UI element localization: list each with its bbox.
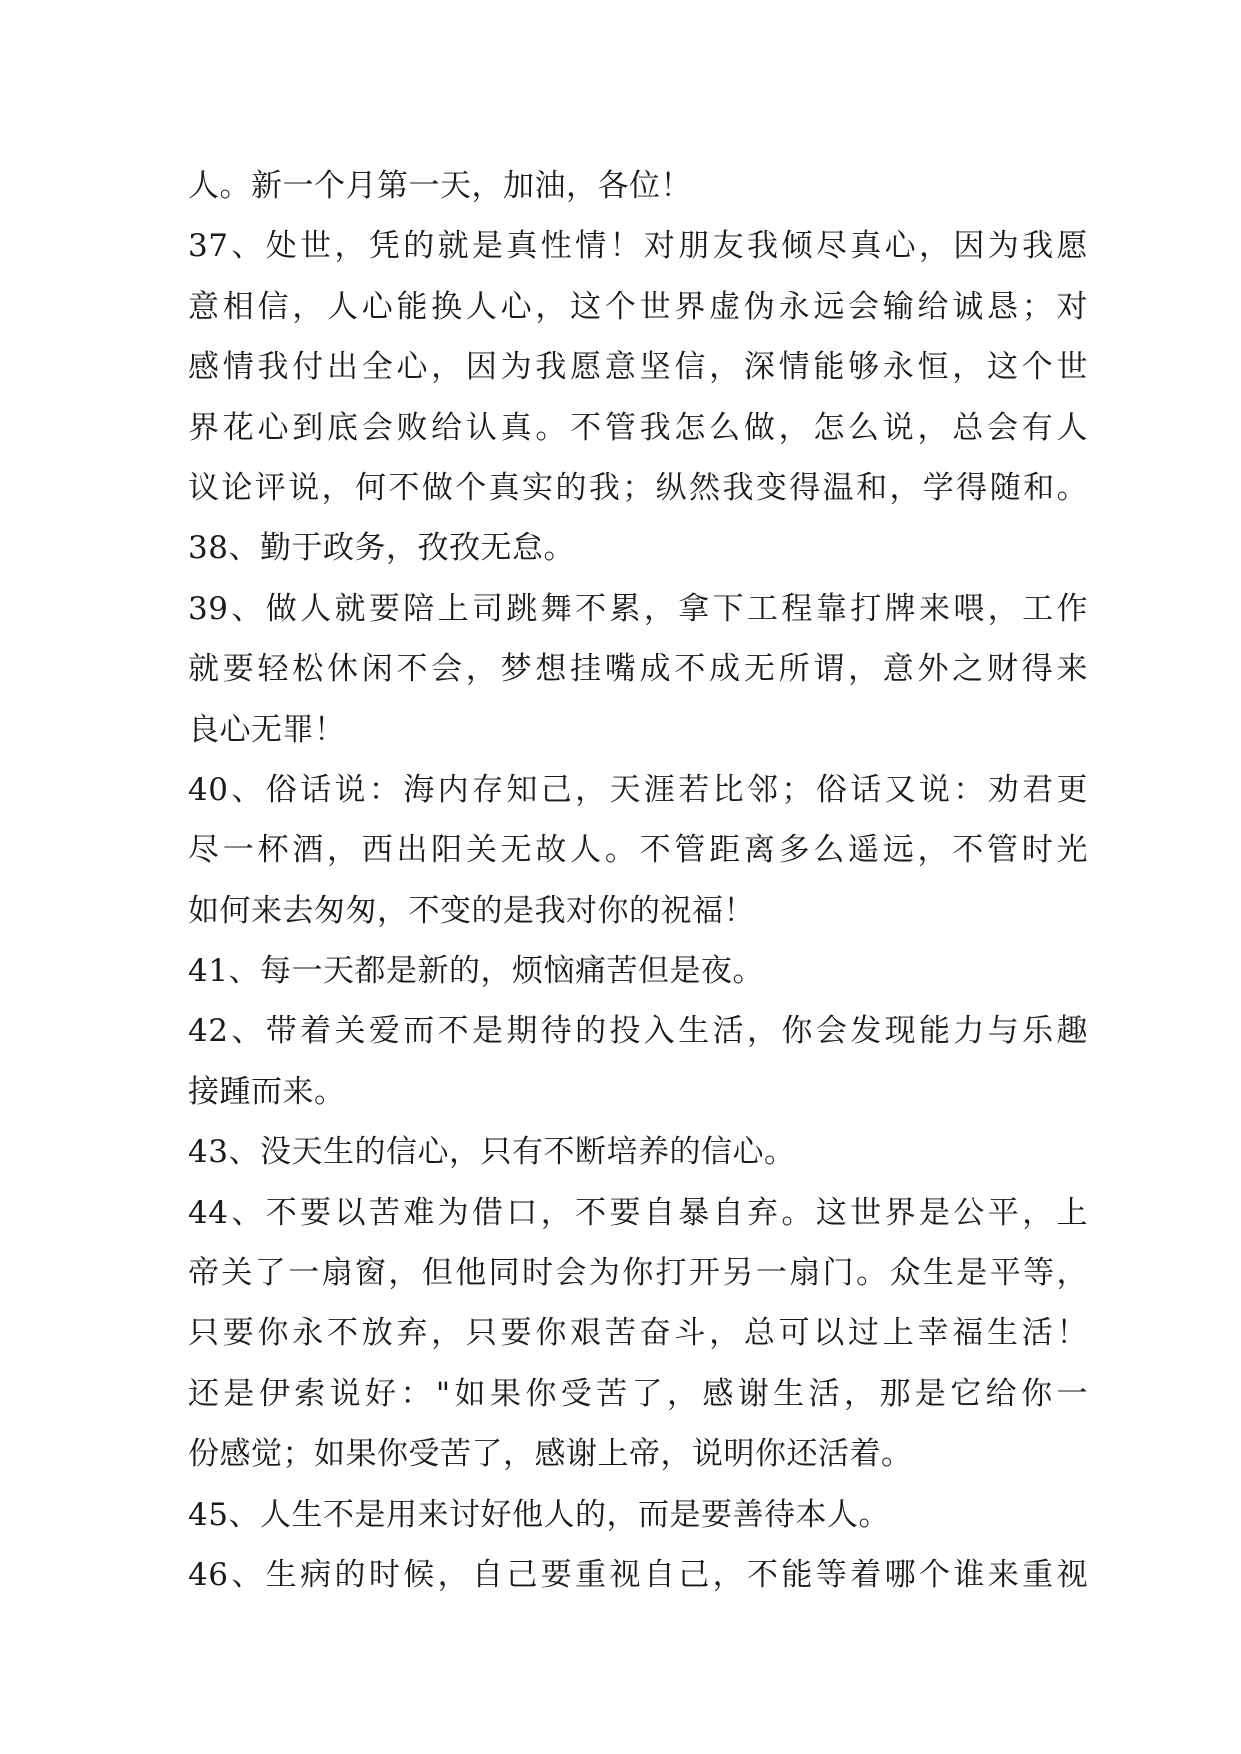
text-line: 份感觉；如果你受苦了，感谢上帝，说明你还活着。 <box>188 1436 913 1473</box>
text-line: 接踵而来。 <box>188 1073 346 1110</box>
text-line: 还是伊索说好："如果你受苦了，感谢生活，那是它给你一 <box>188 1375 1088 1412</box>
text-line: 就要轻松休闲不会，梦想挂嘴成不成无所谓，意外之财得来 <box>188 651 1088 688</box>
text-line: 43、没天生的信心，只有不断培养的信心。 <box>188 1134 796 1171</box>
text-line: 界花心到底会败给认真。不管我怎么做，怎么说，总会有人 <box>188 409 1088 446</box>
text-line: 议论评说，何不做个真实的我；纵然我变得温和，学得随和。 <box>188 469 1088 506</box>
text-line: 46、生病的时候，自己要重视自己，不能等着哪个谁来重视 <box>188 1556 1088 1593</box>
text-line: 良心无罪！ <box>188 711 346 748</box>
text-line: 帝关了一扇窗，但他同时会为你打开另一扇门。众生是平等， <box>188 1255 1088 1292</box>
text-line: 如何来去匆匆，不变的是我对你的祝福！ <box>188 892 755 929</box>
text-line: 感情我付出全心，因为我愿意坚信，深情能够永恒，这个世 <box>188 349 1088 386</box>
text-line: 42、带着关爱而不是期待的投入生活，你会发现能力与乐趣 <box>188 1013 1088 1050</box>
text-line: 39、做人就要陪上司跳舞不累，拿下工程靠打牌来喂，工作 <box>188 590 1088 627</box>
text-line: 只要你永不放弃，只要你艰苦奋斗，总可以过上幸福生活！ <box>188 1315 1088 1352</box>
text-line: 38、勤于政务，孜孜无怠。 <box>188 530 575 567</box>
text-line: 44、不要以苦难为借口，不要自暴自弃。这世界是公平，上 <box>188 1194 1088 1231</box>
text-line: 尽一杯酒，西出阳关无故人。不管距离多么遥远，不管时光 <box>188 832 1088 869</box>
text-line: 45、人生不是用来讨好他人的，而是要善待本人。 <box>188 1496 890 1533</box>
text-line: 40、俗话说：海内存知己，天涯若比邻；俗话又说：劝君更 <box>188 771 1088 808</box>
text-line: 37、处世，凭的就是真性情！对朋友我倾尽真心，因为我愿 <box>188 228 1088 265</box>
body-text <box>188 156 1088 1605</box>
text-line: 41、每一天都是新的，烦恼痛苦但是夜。 <box>188 953 764 990</box>
text-line: 意相信，人心能换人心，这个世界虚伪永远会输给诚恳；对 <box>188 288 1088 325</box>
text-line: 人。新一个月第一天，加油，各位！ <box>188 168 692 204</box>
